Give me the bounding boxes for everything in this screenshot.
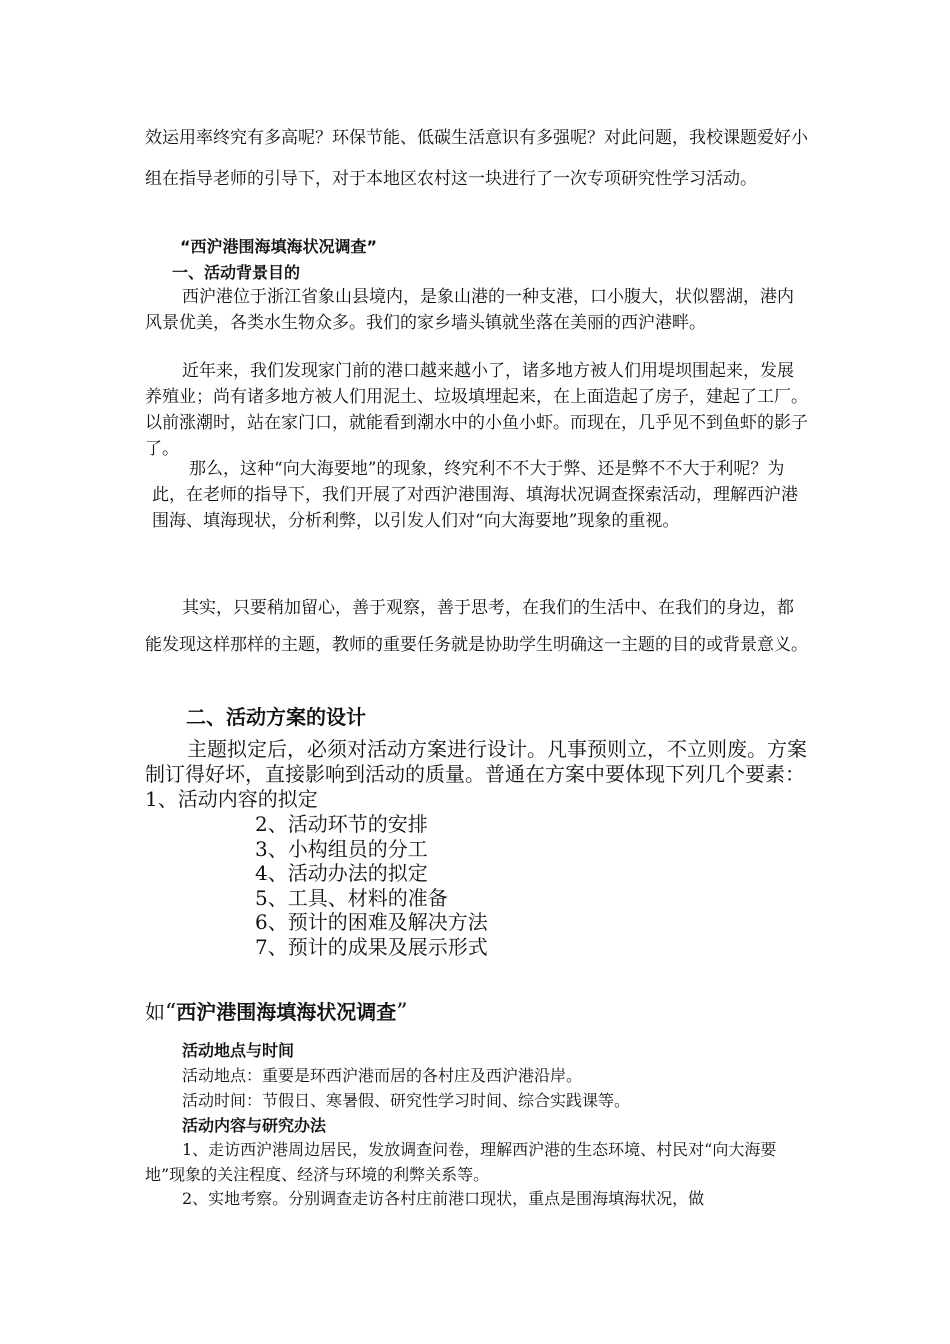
commentary-paragraph: 其实，只要稍加留心，善于观察，善于思考，在我们的生活中、在我们的身边，都能发现这样那样的主题，教师的重要任务就是协助学生明确这一主题的目的或背景意义。 [145,598,808,655]
list-item: 6、预计的困难及解决方法 [255,910,488,934]
activity-place: 活动地点：重要是环西沪港而居的各村庄及西沪港沿岸。 [182,1066,583,1085]
method-paragraph-2: 2、实地考察。分别调查走访各村庄前港口现状，重点是围海填海状况，做 [182,1189,705,1208]
example-prefix: 如 [145,1000,165,1024]
example-open-quote: “ [165,1000,177,1025]
content-method-heading: 活动内容与研究办法 [182,1116,327,1135]
list-item: 7、预计的成果及展示形式 [255,934,488,959]
method-paragraph-1: 1、走访西沪港周边居民，发放调查问卷，理解西沪港的生态环境、村民对“向大海要地”现象的关注程度、经济与环境的利弊关系等。 [145,1140,777,1184]
list-item: 5、工具、材料的准备 [255,885,448,910]
example-heading [145,996,408,1025]
activity-time: 活动时间：节假日、寒暑假、研究性学习时间、综合实践课等。 [182,1091,631,1110]
background-paragraph-3: 那么，这种“向大海要地”的现象，终究利不不大于弊、还是弊不不大于利呢？为此，在老师的指导下，我们开展了对西沪港围海、填海状况调查探索活动，理解西沪港围海、填海现状，分析利弊，以引发人们对“向大海要地”现象的重视。 [152,459,798,531]
list-item: 4、活动办法的拟定 [255,861,428,885]
section1-title: “西沪港围海填海状况调查” [180,237,378,256]
list-item: 3、小构组员的分工 [255,836,428,861]
plan-elements-list [255,812,488,959]
intro-paragraph: 效运用率终究有多高呢？环保节能、低碳生活意识有多强呢？对此问题，我校课题爱好小组在指导老师的引导下，对于本地区农村这一块进行了一次专项研究性学习活动。 [145,128,808,189]
section2-intro: 主题拟定后，必须对活动方案进行设计。凡事预则立，不立则废。方案制订得好坏，直接影响到活动的质量。普通在方案中要体现下列几个要素：1、活动内容的拟定 [145,737,807,811]
example-title: 西沪港围海填海状况调查 [176,1000,397,1024]
background-paragraph-1: 西沪港位于浙江省象山县境内，是象山港的一种支港，口小腹大，状似罂湖，港内风景优美，各类水生物众多。我们的家乡墙头镇就坐落在美丽的西沪港畔。 [145,287,794,333]
section1-subtitle: 一、活动背景目的 [172,263,301,282]
place-time-heading: 活动地点与时间 [182,1041,295,1060]
list-item: 2、活动环节的安排 [255,812,428,836]
background-paragraph-2: 近年来，我们发现家门前的港口越来越小了，诸多地方被人们用堤坝围起来，发展养殖业；尚有诸多地方被人们用泥土、垃圾填埋起来，在上面造起了房子，建起了工厂。以前涨潮时，站在家门口，就能看到潮水中的小鱼小虾。而现在，几乎见不到鱼虾的影子了。 [145,361,808,459]
example-close-quote: ” [396,1000,408,1025]
section2-title: 二、活动方案的设计 [186,705,366,729]
